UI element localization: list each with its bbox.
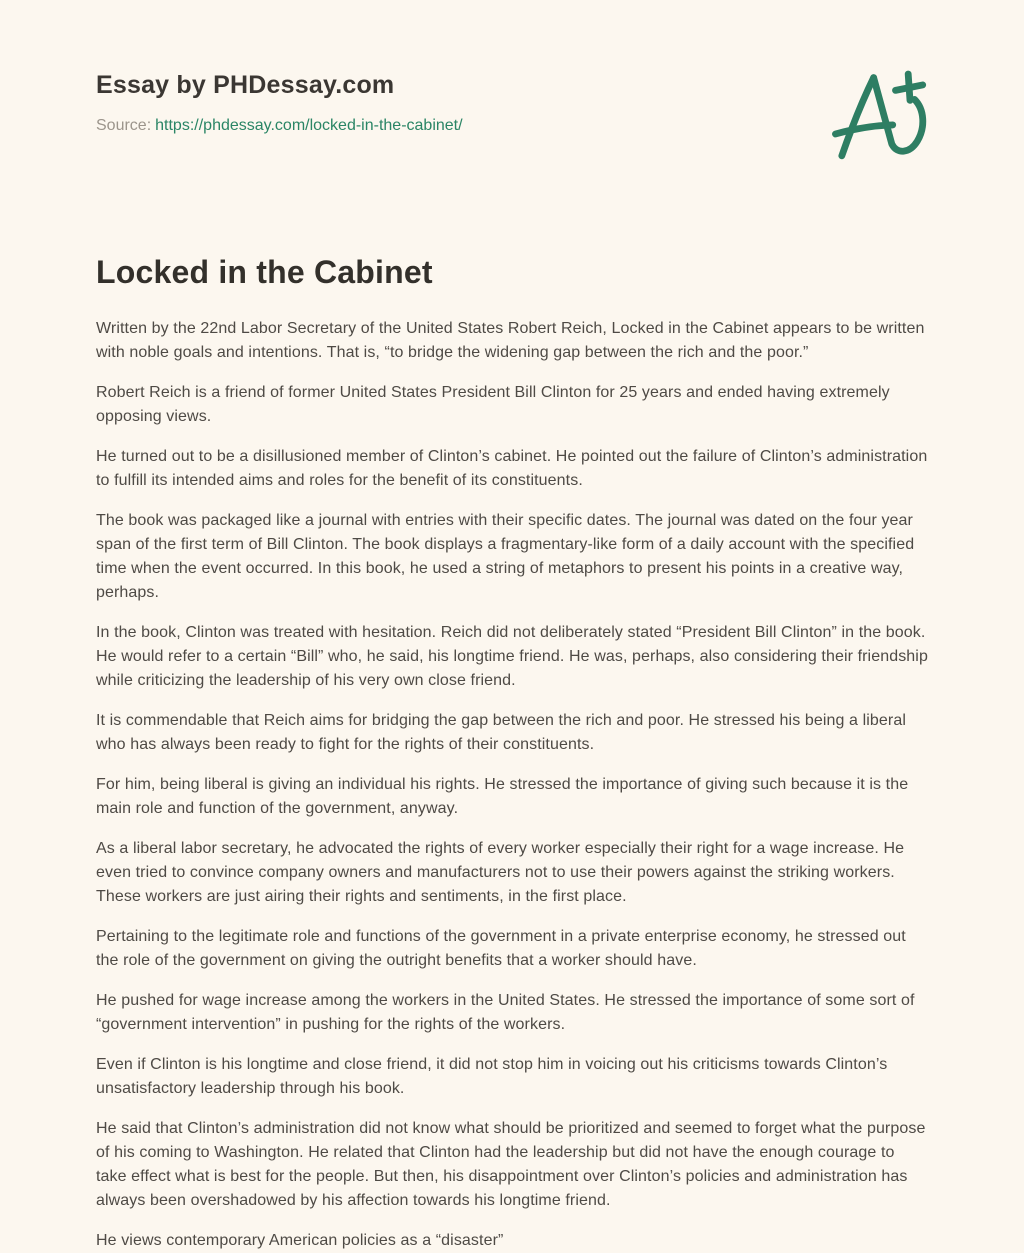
essay-paragraph: As a liberal labor secretary, he advocated the rights of every worker especially their right for a wage increase. He even tried to convince company owners and manufacturers not to use their powers against the striking workers. These workers are just airing their rights and sentiments, in the first place. (96, 839, 905, 905)
essay-paragraph: He views contemporary American policies as a “disaster” (96, 1231, 504, 1249)
essay-paragraph: Even if Clinton is his longtime and close friend, it did not stop him in voicing out his criticisms towards Clinton’s unsatisfactory leadership through his book. (96, 1055, 888, 1097)
site-header-title: Essay by PHDessay.com (96, 71, 395, 99)
essay-title: Locked in the Cabinet (96, 254, 433, 290)
a-plus-logo-icon (830, 64, 930, 164)
essay-paragraph: Robert Reich is a friend of former United States President Bill Clinton for 25 years and ended having extremely opposing views. (96, 383, 890, 425)
essay-paragraph: It is commendable that Reich aims for bridging the gap between the rich and poor. He stressed his being a liberal who has always been ready to fight for the rights of their constituents. (96, 711, 906, 753)
source-url-link[interactable]: https://phdessay.com/locked-in-the-cabinet/ (155, 117, 463, 134)
essay-paragraph: He said that Clinton’s administration did not know what should be prioritized and seemed to forget what the purpose of his coming to Washington. He related that Clinton had the leadership but did not have the enough courage to take effect what is best for the people. But then, his disappointment over Clinton’s policies and administration has always been overshadowed by his affection towards his longtime friend. (96, 1119, 926, 1209)
header-text-block (96, 70, 830, 137)
essay-paragraph: In the book, Clinton was treated with hesitation. Reich did not deliberately stated “President Bill Clinton” in the book. He would refer to a certain “Bill” who, he said, his longtime friend. He was, perhaps, also considering their friendship while criticizing the leadership of his very own close friend. (96, 623, 928, 689)
source-label: Source: (96, 117, 152, 134)
essay-paragraph: The book was packaged like a journal with entries with their specific dates. The journal was dated on the four year span of the first term of Bill Clinton. The book displays a fragmentary-like form of a daily account with the specified time when the event occurred. In this book, he used a string of metaphors to present his points in a creative way, perhaps. (96, 511, 915, 601)
essay-paragraph: Written by the 22nd Labor Secretary of the United States Robert Reich, Locked in the Cabinet appears to be written with noble goals and intentions. That is, “to bridge the widening gap between the rich and the poor.” (96, 319, 925, 361)
page-header (96, 70, 928, 164)
essay-paragraph: He pushed for wage increase among the workers in the United States. He stressed the importance of some sort of “government intervention” in pushing for the rights of the workers. (96, 991, 915, 1033)
essay-paragraph: He turned out to be a disillusioned member of Clinton’s cabinet. He pointed out the failure of Clinton’s administration to fulfill its intended aims and roles for the benefit of its constituents. (96, 447, 928, 489)
essay-paragraph: For him, being liberal is giving an individual his rights. He stressed the importance of giving such because it is the main role and function of the government, anyway. (96, 775, 909, 817)
essay-body (96, 317, 928, 1253)
source-line (96, 116, 830, 137)
essay-paragraph: Pertaining to the legitimate role and functions of the government in a private enterprise economy, he stressed out the role of the government on giving the outright benefits that a worker should have. (96, 927, 906, 969)
